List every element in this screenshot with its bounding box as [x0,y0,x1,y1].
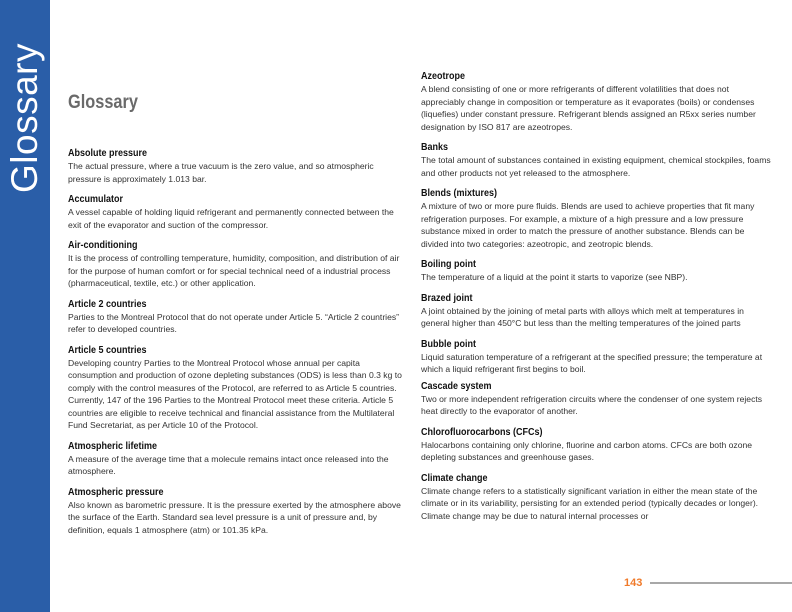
glossary-term: Azeotrope [421,71,466,82]
glossary-definition: Parties to the Montreal Protocol that do not operate under Article 5. “Article 2 countries” refer to developed countries. [68,311,400,334]
glossary-entry [68,486,408,537]
glossary-entry [421,70,773,133]
page-title: Glossary [68,92,138,113]
glossary-term: Article 5 countries [68,344,147,356]
glossary-definition: A vessel capable of holding liquid refrigerant and permanently connected between the exit of the evaporator and suction of the compressor. [68,207,394,230]
glossary-definition: It is the process of controlling temperature, humidity, composition, and distribution of air for the purpose of human comfort or for special technical need of a industrial process (pharmaceutical, textile, etc.) or other application. [68,253,400,288]
glossary-definition: The total amount of substances contained in existing equipment, chemical stockpiles, foams and other products not yet released to the atmosphere. [421,155,771,178]
glossary-entry [68,298,408,336]
glossary-term: Brazed joint [421,292,473,304]
glossary-entry [68,344,408,432]
glossary-definition: Liquid saturation temperature of a refrigerant at the specified pressure; the temperature at which a liquid refrigerant first begins to boil. [421,351,763,374]
glossary-term: Cascade system [421,380,492,392]
glossary-entry [421,472,773,523]
footer-rule [650,582,792,584]
glossary-entry [68,440,408,478]
glossary-definition: A mixture of two or more pure fluids. Blends are used to achieve properties that fit many refrigeration purposes. For example, a mixture of a high pressure and a low pressure substance mixed in order to match the pressure of another substance. Blends can be divided into two categories: azeotropic, and zeotropic blends. [421,201,755,249]
sidebar-tab [0,0,50,612]
glossary-entry [68,193,408,231]
page-footer [624,575,792,591]
glossary-term: Banks [421,142,449,153]
glossary-entry [421,187,773,250]
glossary-term: Blends (mixtures) [421,188,498,199]
glossary-term: Bubble point [421,338,476,350]
page-number: 143 [624,577,643,589]
glossary-term: Atmospheric pressure [68,486,164,498]
glossary-entry [421,338,773,376]
sidebar-section-label: Glossary [4,43,45,193]
glossary-entry [68,147,408,185]
glossary-definition: A blend consisting of one or more refrigerants of different volatilities that does not appreciably change in composition or temperature as it evaporates (boils) or condenses (liquefies) under constant pressure. Refrigerant blends assigned an R5xx series number designation by ISO 817 are azeotropes. [421,84,756,132]
glossary-entry [421,141,773,179]
glossary-term: Accumulator [68,194,124,205]
glossary-definition: Also known as barometric pressure. It is the pressure exerted by the atmosphere above the surface of the Earth. Standard sea level pressure is a unit of pressure and, by definition, equals 1 atmosphere (atm) or 101.35 kPa. [68,499,401,535]
glossary-definition: Halocarbons containing only chlorine, fluorine and carbon atoms. CFCs are both ozone depleting substances and greenhouse gases. [421,439,753,462]
glossary-term: Article 2 countries [68,298,147,310]
glossary-term: Absolute pressure [68,148,148,159]
glossary-term: Air-conditioning [68,240,138,251]
glossary-entry [421,380,773,418]
glossary-entry [68,239,408,290]
glossary-definition: Two or more independent refrigeration circuits where the condenser of one system rejects heat directly to the evaporator of another. [421,393,763,416]
glossary-right-column [421,70,773,530]
glossary-left-column [68,147,408,544]
glossary-definition: The actual pressure, where a true vacuum is the zero value, and so atmospheric pressure is approximately 1.013 bar. [68,161,374,184]
glossary-term: Atmospheric lifetime [68,440,158,452]
glossary-definition: A measure of the average time that a molecule remains intact once released into the atmosphere. [68,453,389,476]
glossary-term: Climate change [421,472,488,484]
glossary-term: Chlorofluorocarbons (CFCs) [421,426,543,438]
glossary-entry [421,258,773,284]
glossary-entry [421,426,773,464]
glossary-definition: A joint obtained by the joining of metal parts with alloys which melt at temperatures in general higher than 450°C but less than the melting temperatures of the joined parts [421,305,744,328]
glossary-definition: Developing country Parties to the Montreal Protocol whose annual per capita consumption and production of ozone depleting substances (ODS) is less than 0.3 kg to comply with the control measures of the Protocol, are referred to as Article 5 countries. Currently, 147 of the 196 Parties to the Montreal Protocol meet these criteria. Article 5 countries are eligible to receive technical and financial assistance from the Multilateral Fund Secretariat, as per Article 10 of the Protocol. [68,357,402,430]
glossary-term: Boiling point [421,259,476,270]
glossary-entry [421,292,773,330]
glossary-definition: Climate change refers to a statistically significant variation in either the mean state of the climate or in its variability, persisting for an extended period (typically decades or longer). Climate change may be due to natural internal processes or [421,485,759,521]
glossary-definition: The temperature of a liquid at the point it starts to vaporize (see NBP). [421,272,688,282]
